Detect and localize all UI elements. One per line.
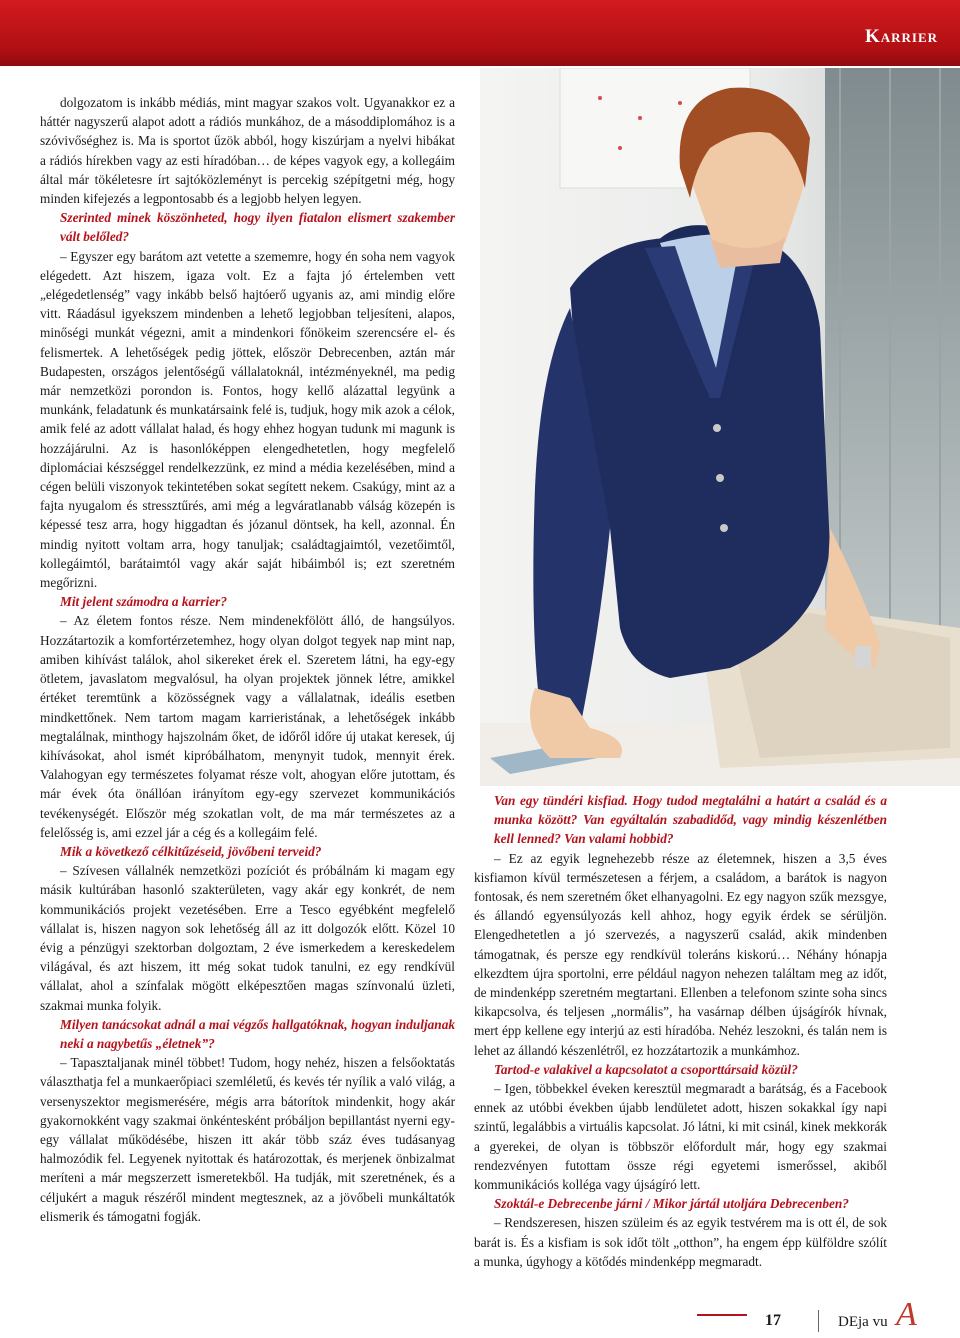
interview-answer: dolgozatom is inkább médiás, mint magyar szakos volt. Ugyanakkor ez a háttér nagyszerű alapot adott a rádiós munkához, de a másoddiplomához is a szóvivőséghez is. Ma is sportot űzök abból, hogy kiszúrjam a nyelvi hibákat a rádiós hírekben vagy az esti híradóban… de képes vagyok egy, a kollegáim által már tökéletesre írt sajtóközleményt is percekig szépítgetni még, hogy minden kifejezés a legpontosabb és a legjobb helyen legyen. xyxy=(40,95,455,207)
interview-question: Milyen tanácsokat adnál a mai végzős hallgatóknak, hogyan induljanak neki a nagybetűs „életnek”? xyxy=(60,1016,455,1051)
magazine-name: DEja vu xyxy=(838,1314,888,1330)
left-text-column xyxy=(40,93,455,1226)
interview-question: Mik a következő célkitűzéseid, jövőbeni terveid? xyxy=(60,843,322,859)
interview-answer: – Igen, többekkel éveken keresztül megmaradt a barátság, és a Facebook ennek az utóbbi években újabb lendületet adott, hiszen sokakkal így napi szintű, legalábbis a virtuális kapcsolat. Jó látni, ki mit csinál, kinek mekkorák a gyerekei, de olyan is többször előfordult már, hogy egy szakmai rendezvényen futottam össze régi egyetemi ismerőssel, akiből kommunikációs kolléga vagy újságíró lett. xyxy=(474,1081,887,1193)
interview-question: Van egy tündéri kisfiad. Hogy tudod megtalálni a határt a család és a munka között? Van egyáltalán szabadidőd, vagy mindig készenlétben kell lenned? Van valami hobbid? xyxy=(494,793,887,847)
footer-rule xyxy=(697,1314,747,1316)
right-text-column xyxy=(474,791,887,1271)
section-header-bar xyxy=(0,0,960,66)
interview-question: Szoktál-e Debrecenbe járni / Mikor jártál utoljára Debrecenben? xyxy=(494,1196,849,1212)
section-title: Karrier xyxy=(864,26,938,47)
interview-question: Mit jelent számodra a karrier? xyxy=(60,594,227,610)
interview-answer: – Egyszer egy barátom azt vetette a szememre, hogy én soha nem vagyok elégedett. Azt hiszem, igaza volt. Ez a fajta jó értelemben vett „elégedetlenség” vagy inkább belső hajtóerő ugyanis az, ami mindig előre vitt. Ráadásul igyekszem mindenben a lehető legjobban teljesíteni, alapos, minőségi munkát végezni, amit a mindenkori főnökeim szerencsére el- és felismertek. A lehetőségek pedig jöttek, először Debrecenben, aztán már Budapesten, országos jelentőségű vállalatoknál, intézményeknél, ma pedig már nemzetközi porondon is. Fontos, hogy kellő alázattal legyünk a munkánk, feladatunk és munkatársaink felé is, tudjuk, hogy mik azok a célok, amik felé az adott vállalat halad, és hogy ehhez hogyan tudunk mi magunk is hozzájárulni. Az is hasonlóképpen elengedhetetlen, hogy megfelelő diplomáciai készséggel rendelkezzünk, ez mind a média kezelésében, mind a cégen belüli viszonyok tekintetében sokat segített nekem. Csakúgy, mint az a fajta nyugalom és stressztűrés, ami még a legváratlanabb válság közepén is képessé tesz arra, hogy higgadtan és józanul döntsek, ha kell, azonnal. Én mindig nyitott voltam arra, hogy tanuljak; családtagjaimtól, vezetőimtől, kollegáimtól, barátaimtól vagy akár saját hibáimból is; ezt szeretném megőrizni. xyxy=(40,248,455,591)
interview-question: Tartod-e valakivel a kapcsolatot a csoporttársaid közül? xyxy=(494,1061,798,1077)
page-number: 17 xyxy=(765,1312,781,1329)
interview-answer: – Az életem fontos része. Nem mindenekfölött álló, de hangsúlyos. Hozzátartozik a komfortérzetemhez, hogy olyan dolgot tegyek nap mint nap, amiben kihívást találok, ahol sikereket érek el. Szeretem látni, ha egy-egy ötletem, javaslatom megvalósul, ha olyan projektek jönnek létre, amikkel értéket teremtünk a közösségnek vagy a vállalatnak, ideális esetben mindkettőnek. Nem tartom magam karrieristának, a lehetőségek inkább megtalálnak, minthogy hajszolnám őket, de időről időre új utakat keresek, új kihívásokat, ahol ismét kipróbálhatom, menynyit tudok, mennyit érek. Valahogyan egy természetes folyamat része volt, ahogyan előre jutottam, és már évek óta önállóan irányítom egy-egy szervezet kommunikációs tevékenységét. Először még szokatlan volt, de ma már természetes az a felelősség is, ami ezzel jár a cég és a kollegáim felé. xyxy=(40,613,455,840)
magazine-logo-mark: A xyxy=(896,1296,917,1333)
interview-answer: – Szívesen vállalnék nemzetközi pozíciót és próbálnám ki magam egy másik kultúrában hasonló szakterületen, vagy akár egy konkrét, de nem kommunikációs projekt vezetésében. Erre a Tesco egyébként megfelelő vállalat is, hiszen nagyon sok lehetőség áll az itt dolgozók előtt. Közel 10 évig a pénzügyi szektorban dolgoztam, 2 éve ismerkedem a kereskedelem világával, és azt hiszem, itt még sokat tudok tanulni, ez egy rendkívül vállalat, ahol a színfalak mögött elképesztően magas színvonalú üzleti, szakmai munka folyik. xyxy=(40,863,455,1013)
interview-answer: – Rendszeresen, hiszen szüleim és az egyik testvérem ma is ott él, de sok barát is. És a kisfiam is sok időt tölt „otthon”, ha engem épp külföldre szólít a munka, úgyhogy a kötődés mindenképp megmaradt. xyxy=(474,1215,887,1269)
interview-answer: – Ez az egyik legnehezebb része az életemnek, hiszen a 3,5 éves kisfiamon kívül természetesen a férjem, a családom, a barátok is nagyon fontosak, és nem szeretném őket elhanyagolni. Ez egy nagyon szűk mezsgye, és állandó egyensúlyozás kell ahhoz, hogy egyik érdek se sérüljön. Elengedhetetlen a jó szervezés, a nagyszerű család, akik mindenben támogatnak, és persze egy rendkívül toleráns kiskorú… Néhány hónapja elkezdtem újra sportolni, erre például nagyon nehezen találtam meg az időt, de mindenképp szeretném megtartani. Ellenben a telefonom szinte soha sincs kikapcsolva, és teljesen „normális”, ha vasárnap délben újságírók hívnak, mert épp kellene egy interjú az esti híradóba. Nehéz leszokni, és talán nem is lehet az állandó készenlétről, ez hozzátartozik a munkámhoz. xyxy=(474,850,887,1058)
portrait-photo xyxy=(480,68,960,786)
footer-separator xyxy=(818,1310,819,1332)
interview-answer: – Tapasztaljanak minél többet! Tudom, hogy nehéz, hiszen a felsőoktatás választhatja fel a munkaerőpiaci szemléletű, és kevés tér nyílik a való világ, a versenyszektor megismerésére, mégis arra bátorítok mindenkit, hogy akár gyakornokként vagy szakmai önkéntesként próbáljon bepillantást nyerni egy-egy vállalat működésébe, hiszen itt akár több száz éves tudásanyag halmozódik fel. Legyenek nyitottak és határozottak, és merjenek önbizalmat meríteni a már megszerzett ismeretekből. Ha tudják, mit szeretnének, és a céljukért a maguk részéről mindent megtesznek, az a jövőbeli munkáltatók elismerik és támogatni fogják. xyxy=(40,1055,455,1224)
interview-question: Szerinted minek köszönheted, hogy ilyen fiatalon elismert szakember vált belőled? xyxy=(60,210,455,245)
